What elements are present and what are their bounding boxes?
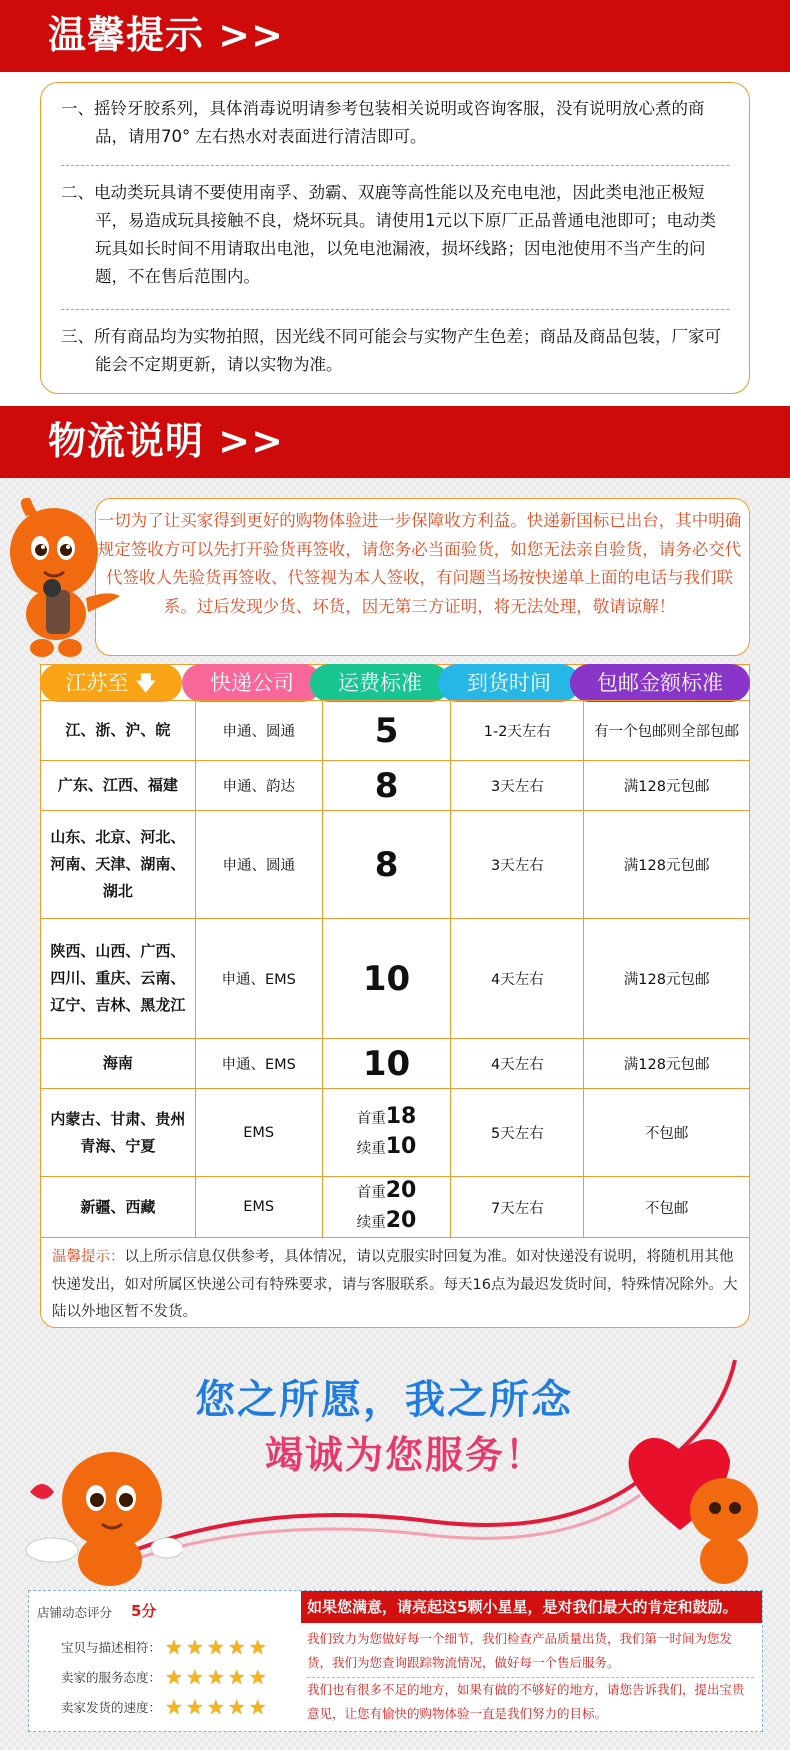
divider — [61, 309, 729, 310]
time-cell: 3天左右 — [451, 761, 584, 811]
notice-paragraph-3: 三、所有商品均为实物拍照，因光线不同可能会与实物产生色差；商品及商品包装，厂家可能会不定期更新，请以实物为准。 — [61, 327, 721, 374]
fee-first-label: 首重 — [356, 1110, 386, 1127]
rating-label: 宝贝与描述相符： — [60, 1640, 161, 1655]
courier-cell: 申通、圆通 — [195, 701, 322, 761]
fee-next-value: 20 — [385, 1208, 417, 1233]
mascot-angel-icon — [22, 1440, 182, 1590]
logistics-intro-box — [95, 498, 750, 656]
warm-tip-text: 以上所示信息仅供参考，具体情况，请以克服实时回复为准。如对快递没有说明，将随机用其他快递发出，如对所属区快递公司有特殊要求，请与客服联系。每天16点为最迟发货时间，特殊情况除外。大陆以外地区暂不发货。 — [52, 1249, 738, 1320]
header-free-shipping — [570, 664, 750, 702]
region-cell: 陕西、山西、广西、四川、重庆、云南、辽宁、吉林、黑龙江 — [41, 919, 196, 1039]
time-cell: 4天左右 — [451, 1039, 584, 1089]
star-icon[interactable]: ★★★★★ — [165, 1665, 270, 1689]
rating-score: 5分 — [131, 1602, 157, 1620]
courier-cell: EMS — [195, 1177, 322, 1238]
fee-cell — [322, 1177, 451, 1238]
rating-label: 卖家的服务态度： — [60, 1670, 161, 1685]
shipping-warm-tip — [52, 1244, 742, 1327]
region-cell: 江、浙、沪、皖 — [41, 701, 196, 761]
slogan-line-1: 您之所愿，我之所念 — [195, 1377, 573, 1423]
free-cell: 满128元包邮 — [584, 761, 750, 811]
rating-body-1: 我们致力为您做好每一个细节，我们检查产品质量出货，我们第一时间为您发货，我们为您查询跟踪物流情况，做好每一个售后服务。 — [307, 1631, 733, 1670]
header-origin — [40, 664, 182, 702]
star-icon[interactable]: ★★★★★ — [165, 1635, 270, 1659]
rating-row — [29, 1665, 301, 1689]
rating-body-2: 我们也有很多不足的地方，如果有做的不够好的地方，请您告诉我们，提出宝贵意见，让您有愉快的购物体验一直是我们努力的目标。 — [307, 1677, 754, 1726]
rating-headline: 如果您满意，请亮起这5颗小星星，是对我们最大的肯定和鼓励。 — [301, 1591, 762, 1623]
slogan-line-2: 竭诚为您服务！ — [265, 1433, 546, 1477]
logistics-intro-text: 一切为了让买家得到更好的购物体验进一步保障收方利益。快递新国标已出台，其中明确规定签收方可以先打开验货再签收，请您务必当面验货，如您无法亲自验货，请务必交代代签收人先验货再签收、代签视为本人签收，有问题当场按快递单上面的电话与我们联系。过后发现少货、坏货，因无第三方证明，将无法处理，敬请谅解！ — [97, 511, 742, 616]
table-row — [41, 1177, 750, 1238]
free-cell: 不包邮 — [584, 1089, 750, 1177]
notice-title: 温馨提示 >> — [48, 13, 284, 57]
notice-paragraph-2: 二、电动类玩具请不要使用南孚、劲霸、双鹿等高性能以及充电电池，因此类电池正极短平，易造成玩具接触不良，烧坏玩具。请使用1元以下原厂正品普通电池即可；电动类玩具如长时间不用请取出电池，以免电池漏液，损坏线路；因电池使用不当产生的问题，不在售后范围内。 — [61, 183, 716, 286]
time-cell: 4天左右 — [451, 919, 584, 1039]
free-cell: 不包邮 — [584, 1177, 750, 1238]
region-cell: 海南 — [41, 1039, 196, 1089]
free-cell: 满128元包邮 — [584, 919, 750, 1039]
rating-left — [29, 1591, 301, 1730]
rating-title: 店铺动态评分 — [37, 1605, 113, 1620]
header-courier — [182, 664, 322, 702]
fee-cell — [322, 1089, 451, 1177]
rating-body — [307, 1627, 754, 1726]
table-row — [41, 761, 750, 811]
free-cell: 满128元包邮 — [584, 1039, 750, 1089]
courier-cell: EMS — [195, 1089, 322, 1177]
courier-cell: 申通、EMS — [195, 919, 322, 1039]
warm-tip-label: 温馨提示： — [52, 1249, 125, 1265]
rating-row — [29, 1695, 301, 1719]
time-cell: 1-2天左右 — [451, 701, 584, 761]
header-delivery-time-label: 到货时间 — [467, 671, 551, 695]
header-free-shipping-label: 包邮金额标准 — [597, 671, 723, 695]
free-cell: 满128元包邮 — [584, 811, 750, 919]
fee-cell: 10 — [322, 1039, 451, 1089]
divider — [61, 165, 729, 166]
star-icon[interactable]: ★★★★★ — [165, 1695, 270, 1719]
courier-cell: 申通、韵达 — [195, 761, 322, 811]
table-row — [41, 701, 750, 761]
fee-first-value: 18 — [385, 1103, 417, 1129]
fee-next-label: 续重 — [356, 1215, 386, 1231]
notice-box — [40, 82, 750, 394]
fee-next-value: 10 — [385, 1133, 417, 1159]
courier-cell: 申通、EMS — [195, 1039, 322, 1089]
mascot-heart-icon — [620, 1430, 770, 1590]
shipping-table — [40, 700, 750, 1238]
shop-rating-panel — [28, 1590, 763, 1732]
notice-header-band — [0, 0, 790, 72]
notice-paragraph-1: 一、摇铃牙胶系列，具体消毒说明请参考包装相关说明或咨询客服，没有说明放心煮的商品，请用70° 左右热水对表面进行清洁即可。 — [61, 99, 705, 146]
fee-next-label: 续重 — [356, 1140, 386, 1157]
fee-first-label: 首重 — [356, 1185, 386, 1201]
header-fee-label: 运费标准 — [338, 671, 422, 695]
header-origin-label: 江苏至 🡇 — [65, 671, 157, 695]
rating-row — [29, 1635, 301, 1659]
region-cell: 内蒙古、甘肃、贵州青海、宁夏 — [41, 1089, 196, 1177]
fee-cell: 8 — [322, 761, 451, 811]
header-courier-label: 快递公司 — [210, 671, 294, 695]
table-row — [41, 919, 750, 1039]
fee-cell: 8 — [322, 811, 451, 919]
fee-cell: 5 — [322, 701, 451, 761]
logistics-header-band — [0, 406, 790, 478]
header-delivery-time — [438, 664, 580, 702]
free-cell: 有一个包邮则全部包邮 — [584, 701, 750, 761]
region-cell: 新疆、西藏 — [41, 1177, 196, 1238]
courier-cell: 申通、圆通 — [195, 811, 322, 919]
header-fee — [310, 664, 450, 702]
table-row — [41, 811, 750, 919]
rating-label: 卖家发货的速度： — [60, 1700, 161, 1715]
rating-right — [301, 1591, 762, 1730]
table-row — [41, 1039, 750, 1089]
time-cell: 3天左右 — [451, 811, 584, 919]
fee-first-value: 20 — [385, 1178, 417, 1203]
table-row — [41, 1089, 750, 1177]
time-cell: 7天左右 — [451, 1177, 584, 1238]
region-cell: 山东、北京、河北、河南、天津、湖南、湖北 — [41, 811, 196, 919]
time-cell: 5天左右 — [451, 1089, 584, 1177]
logistics-title: 物流说明 >> — [48, 419, 284, 463]
region-cell: 广东、江西、福建 — [41, 761, 196, 811]
fee-cell: 10 — [322, 919, 451, 1039]
mascot-microphone-icon — [4, 490, 124, 660]
